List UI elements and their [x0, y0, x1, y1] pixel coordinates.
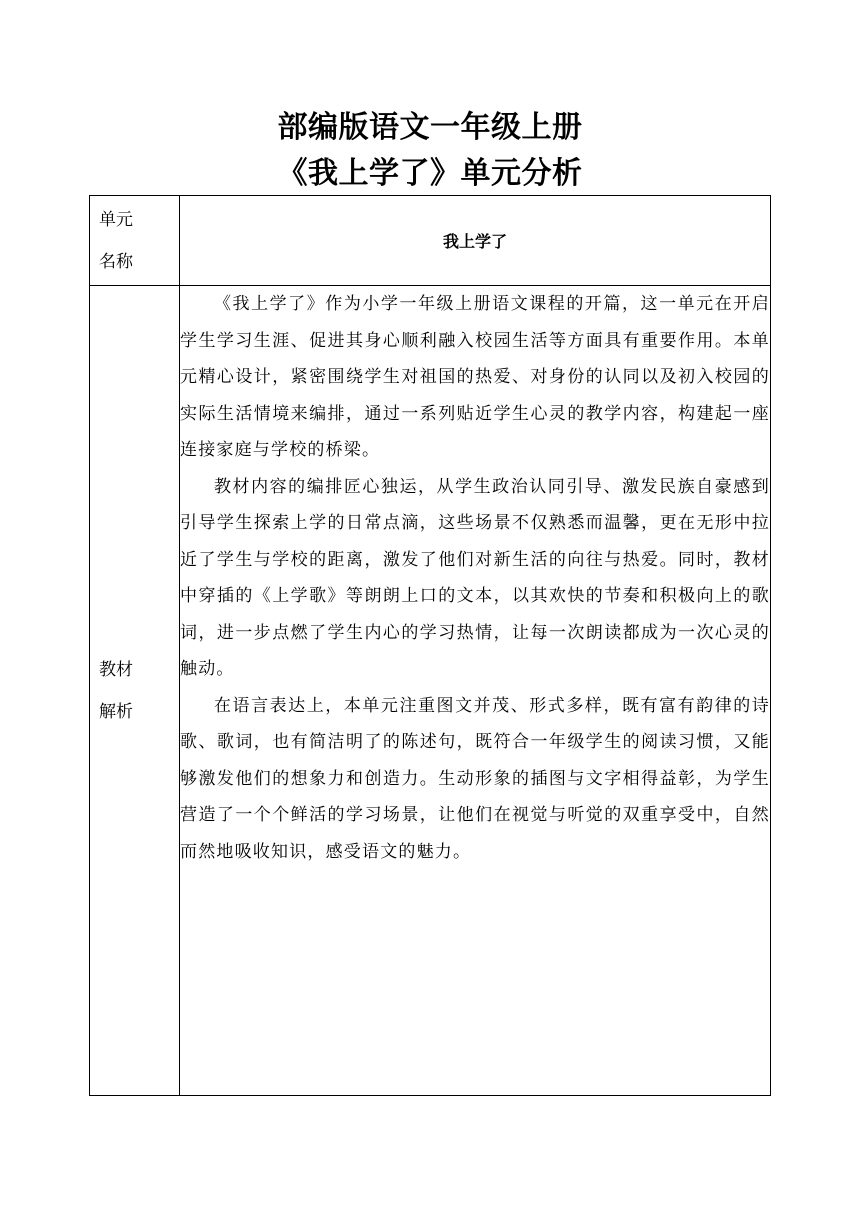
textbook-analysis-label-line-2: 解析 — [99, 701, 133, 722]
document-title-line-2: 《我上学了》单元分析 — [277, 156, 583, 191]
unit-name-label-line-2: 名称 — [99, 251, 133, 272]
table-row-unit-name — [90, 196, 771, 286]
textbook-analysis-label-line-1: 教材 — [99, 659, 133, 680]
document-title-line-1: 部编版语文一年级上册 — [277, 110, 583, 145]
analysis-paragraph-2: 教材内容的编排匠心独运，从学生政治认同引导、激发民族自豪感到引导学生探索上学的日常点滴，这些场景不仅熟悉而温馨，更在无形中拉近了学生与学校的距离，激发了他们对新生活的向往与热爱。同时，教材中穿插的《上学歌》等朗朗上口的文本，以其欢快的节奏和积极向上的歌词，进一步点燃了学生内心的学习热情，让每一次朗读都成为一次心灵的触动。 — [180, 476, 770, 679]
unit-name-label-cell — [90, 196, 180, 286]
analysis-paragraph-1: 《我上学了》作为小学一年级上册语文课程的开篇，这一单元在开启学生学习生涯、促进其身心顺利融入校园生活等方面具有重要作用。本单元精心设计，紧密围绕学生对祖国的热爱、对身份的认同以及初入校园的实际生活情境来编排，通过一系列贴近学生心灵的教学内容，构建起一座连接家庭与学校的桥梁。 — [180, 294, 770, 460]
unit-name-value: 我上学了 — [180, 196, 771, 286]
analysis-paragraph-3: 在语言表达上，本单元注重图文并茂、形式多样，既有富有韵律的诗歌、歌词，也有简洁明了的陈述句，既符合一年级学生的阅读习惯，又能够激发他们的想象力和创造力。生动形象的插图与文字相得益彰，为学生营造了一个个鲜活的学习场景，让他们在视觉与听觉的双重享受中，自然而然地吸收知识，感受语文的魅力。 — [180, 695, 770, 862]
unit-name-label-line-1: 单元 — [99, 209, 133, 230]
table-row-textbook-analysis — [90, 286, 771, 1096]
unit-analysis-table — [89, 195, 771, 1096]
textbook-analysis-content — [180, 286, 771, 1096]
textbook-analysis-label-cell — [90, 286, 180, 1096]
